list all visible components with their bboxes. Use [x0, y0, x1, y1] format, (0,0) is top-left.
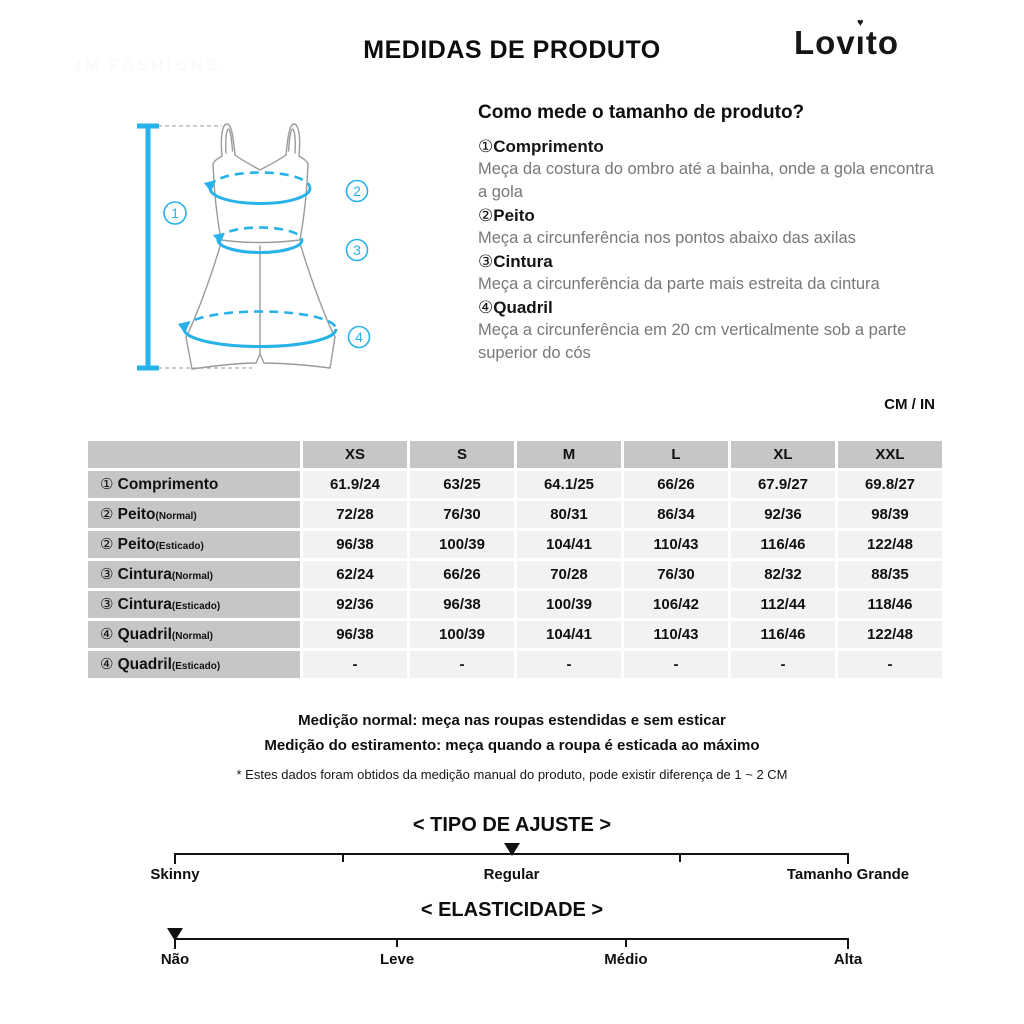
table-row: [88, 501, 942, 528]
size-column-header: XXL: [838, 441, 942, 468]
scale-label: Não: [160, 951, 190, 968]
scale-label: Tamanho Grande: [786, 866, 910, 883]
measurement-value-cell: -: [624, 651, 728, 678]
measurement-value-cell: 116/46: [731, 531, 835, 558]
measurement-value-cell: 98/39: [838, 501, 942, 528]
measurement-row-label: [88, 651, 300, 678]
measurement-row-label: [88, 561, 300, 588]
guide-item-label: Cintura: [493, 252, 553, 271]
guide-item-label: Comprimento: [493, 137, 604, 156]
measurement-value-cell: 76/30: [410, 501, 514, 528]
guide-item-label: Peito: [493, 206, 535, 225]
row-label-text: Cintura: [117, 566, 172, 583]
guide-item-desc: Meça a circunferência em 20 cm verticalmente sob a parte superior do cós: [478, 321, 907, 362]
measurement-value-cell: 96/38: [303, 531, 407, 558]
length-ruler: [137, 126, 159, 368]
measurement-row-label: [88, 591, 300, 618]
scale-marker: [504, 843, 520, 856]
guide-item-desc: Meça a circunferência da parte mais estreita da cintura: [478, 275, 880, 293]
measurement-value-cell: 106/42: [624, 591, 728, 618]
row-label-text: Peito: [117, 506, 156, 523]
measurement-value-cell: 64.1/25: [517, 471, 621, 498]
guide-item-title: [478, 296, 940, 319]
measurement-value-cell: 72/28: [303, 501, 407, 528]
table-row: [88, 591, 942, 618]
guide-items: [478, 135, 940, 365]
brand-text-pre: Lov: [794, 24, 856, 61]
guide-item-number: ②: [478, 206, 494, 225]
scale-label: Alta: [833, 951, 863, 968]
table-row: [88, 621, 942, 648]
row-label-text: Peito: [117, 536, 156, 553]
table-corner-cell: [88, 441, 300, 468]
scale-tick: [847, 853, 849, 864]
measurement-value-cell: 92/36: [303, 591, 407, 618]
units-label: CM / IN: [884, 396, 935, 413]
fit-scale-labels: [150, 866, 910, 884]
measurement-value-cell: 112/44: [731, 591, 835, 618]
table-row: [88, 561, 942, 588]
scale-label: Skinny: [150, 866, 200, 883]
guide-item-number: ①: [478, 137, 494, 156]
measurement-value-cell: 67.9/27: [731, 471, 835, 498]
badge-chest: [347, 181, 368, 202]
scale-tick: [396, 938, 398, 947]
measurement-value-cell: 118/46: [838, 591, 942, 618]
measurement-value-cell: -: [303, 651, 407, 678]
measurement-value-cell: 69.8/27: [838, 471, 942, 498]
row-label-text: Comprimento: [117, 476, 219, 493]
scale-tick: [342, 853, 344, 862]
measurement-value-cell: 80/31: [517, 501, 621, 528]
size-table: [85, 438, 945, 681]
guide-item-title: [478, 204, 940, 227]
measurement-value-cell: 63/25: [410, 471, 514, 498]
measurement-value-cell: 110/43: [624, 621, 728, 648]
measurement-value-cell: 70/28: [517, 561, 621, 588]
table-header-row: [88, 441, 942, 468]
guide-item-desc: Meça a circunferência nos pontos abaixo das axilas: [478, 229, 856, 247]
fit-scale: [175, 846, 848, 862]
svg-text:2: 2: [353, 183, 361, 199]
measurement-value-cell: 82/32: [731, 561, 835, 588]
stretch-scale-labels: [160, 951, 863, 969]
size-column-header: L: [624, 441, 728, 468]
measurement-row-label: [88, 531, 300, 558]
guide-item-number: ④: [478, 298, 494, 317]
measurement-value-cell: 96/38: [303, 621, 407, 648]
measurement-value-cell: 76/30: [624, 561, 728, 588]
badge-waist: [347, 240, 368, 261]
measurement-notes: [0, 708, 1024, 782]
scale-tick: [174, 853, 176, 864]
badge-length: [164, 202, 186, 224]
guide-heading: Como mede o tamanho de produto?: [478, 102, 805, 123]
measurement-value-cell: -: [731, 651, 835, 678]
measurement-value-cell: 100/39: [410, 531, 514, 558]
row-number: ②: [100, 506, 118, 523]
measurement-row-label: [88, 501, 300, 528]
row-variant: (Normal): [171, 571, 213, 582]
guide-item-title: [478, 135, 940, 158]
row-number: ①: [100, 476, 118, 493]
stretch-scale: [175, 931, 848, 947]
scale-tick: [625, 938, 627, 947]
measurement-value-cell: 66/26: [410, 561, 514, 588]
measurement-value-cell: 96/38: [410, 591, 514, 618]
size-column-header: XS: [303, 441, 407, 468]
seller-watermark: JM FASHIONS: [72, 56, 221, 75]
size-column-header: S: [410, 441, 514, 468]
measurement-value-cell: 110/43: [624, 531, 728, 558]
row-number: ③: [100, 566, 118, 583]
svg-text:1: 1: [171, 205, 179, 221]
row-number: ②: [100, 536, 118, 553]
brand-text-post: to: [865, 24, 899, 61]
size-column-header: M: [517, 441, 621, 468]
scale-label: Regular: [483, 866, 540, 883]
scale-marker: [167, 928, 183, 941]
size-table-body: [88, 471, 942, 678]
row-variant: (Esticado): [171, 601, 221, 612]
row-number: ④: [100, 656, 118, 673]
guide-item-title: [478, 250, 940, 273]
measurement-value-cell: 66/26: [624, 471, 728, 498]
measurement-value-cell: -: [517, 651, 621, 678]
row-number: ③: [100, 596, 118, 613]
row-variant: (Normal): [155, 511, 197, 522]
measurement-row-label: [88, 471, 300, 498]
note-normal: Medição normal: meça nas roupas estendidas e sem esticar: [298, 712, 726, 729]
measurement-value-cell: 100/39: [410, 621, 514, 648]
scale-tick: [847, 938, 849, 949]
garment-outline: [186, 124, 335, 369]
svg-text:3: 3: [353, 242, 361, 258]
row-variant: (Normal): [171, 631, 214, 642]
measurement-value-cell: 116/46: [731, 621, 835, 648]
measurement-value-cell: 104/41: [517, 621, 621, 648]
row-label-text: Cintura: [117, 596, 172, 613]
svg-text:4: 4: [355, 329, 363, 345]
badge-hip: [349, 327, 370, 348]
row-label-text: Quadril: [117, 626, 172, 643]
measure-guide: [478, 102, 940, 365]
brand-logo: [794, 24, 899, 62]
fit-scale-title: < TIPO DE AJUSTE >: [412, 814, 612, 836]
table-row: [88, 471, 942, 498]
guide-item-number: ③: [478, 252, 494, 271]
note-stretch: Medição do estiramento: meça quando a roupa é esticada ao máximo: [264, 737, 760, 754]
scale-label: Leve: [379, 951, 415, 968]
measurement-value-cell: 61.9/24: [303, 471, 407, 498]
scale-tick: [679, 853, 681, 862]
measurement-value-cell: 100/39: [517, 591, 621, 618]
table-row: [88, 531, 942, 558]
stretch-scale-title: < ELASTICIDADE >: [420, 899, 604, 921]
measure-ellipses: [178, 173, 336, 347]
measurement-value-cell: 104/41: [517, 531, 621, 558]
row-variant: (Esticado): [155, 541, 204, 552]
scale-line: [175, 938, 848, 940]
row-label-text: Quadril: [117, 656, 172, 673]
measurement-value-cell: 122/48: [838, 621, 942, 648]
scale-label: Médio: [604, 951, 648, 968]
row-number: ④: [100, 626, 118, 643]
size-column-header: XL: [731, 441, 835, 468]
page-title: MEDIDAS DE PRODUTO: [363, 36, 661, 64]
measurement-value-cell: -: [410, 651, 514, 678]
guide-item-desc: Meça da costura do ombro até a bainha, onde a gola encontra a gola: [478, 160, 934, 201]
measurement-value-cell: 88/35: [838, 561, 942, 588]
measurement-value-cell: 86/34: [624, 501, 728, 528]
measurement-value-cell: 122/48: [838, 531, 942, 558]
measurement-value-cell: 62/24: [303, 561, 407, 588]
garment-diagram: [118, 106, 418, 396]
guide-item-label: Quadril: [493, 298, 553, 317]
table-row: [88, 651, 942, 678]
row-variant: (Esticado): [171, 661, 221, 672]
note-disclaimer: * Estes dados foram obtidos da medição manual do produto, pode existir diferença de 1 ~ 2 CM: [236, 767, 788, 782]
measurement-row-label: [88, 621, 300, 648]
size-table-head: [88, 441, 942, 468]
measurement-value-cell: -: [838, 651, 942, 678]
measurement-value-cell: 92/36: [731, 501, 835, 528]
brand-heart-i: ı ♥: [856, 24, 866, 62]
